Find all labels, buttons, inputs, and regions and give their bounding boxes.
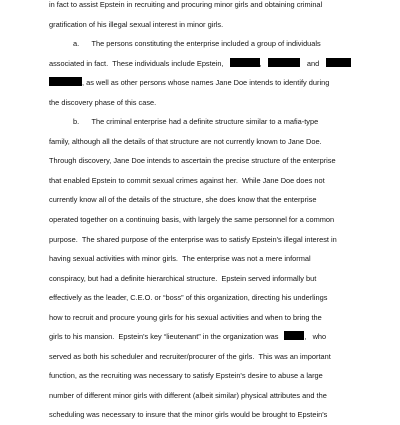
text-segment: ,: [259, 58, 262, 68]
text-line: how to recruit and procure young girls for his sexual activities and when to bring the: [49, 312, 322, 322]
redaction-block: [268, 58, 300, 67]
paragraph-a-start: a. The persons constituting the enterprise included a group of individuals: [73, 39, 321, 49]
text-line-with-redactions: [49, 327, 351, 347]
text-line: that enabled Epstein to commit sexual crimes against her. While Jane Doe does not: [49, 175, 325, 185]
text-line: having sexual activities with minor girls. The enterprise was not a mere informal: [49, 254, 311, 264]
text-segment: associated in fact. These individuals include Epstein,: [49, 58, 224, 68]
redaction-block: [230, 58, 260, 67]
text-line: scheduling was necessary to insure that the minor girls would be brought to Epstein's: [49, 410, 328, 420]
text-line: served as both his scheduler and recruiter/procurer of the girls. This was an important: [49, 351, 331, 361]
redaction-block: [326, 58, 351, 67]
text-line: in fact to assist Epstein in recruiting and procuring minor girls and obtaining criminal: [49, 0, 323, 9]
text-line: function, as the recruiting was necessary to satisfy Epstein's desire to abuse a large: [49, 371, 323, 381]
text-line: family, although all the details of that structure are not currently known to Jane Doe.: [49, 136, 322, 146]
text-line-with-redactions: [49, 54, 351, 74]
text-line: currently know all of the details of the structure, she does know that the enterprise: [49, 195, 317, 205]
text-line: number of different minor girls with different (albeit similar) physical attributes and the: [49, 390, 327, 400]
text-segment: girls to his mansion. Epstein's key “lieutenant” in the organization was: [49, 332, 279, 342]
text-line: conspiracy, but had a definite hierarchical structure. Epstein served informally but: [49, 273, 317, 283]
text-segment: ,: [82, 78, 85, 88]
text-segment: ,: [304, 332, 307, 342]
text-line: operated together on a continuing basis, with largely the same personnel for a common: [49, 215, 335, 225]
redaction-block: [49, 77, 85, 88]
paragraph-b-start: b. The criminal enterprise had a definite structure similar to a mafia-type: [73, 117, 319, 127]
text-line: effectively as the leader, C.E.O. or “boss” of this organization, directing his underlings: [49, 293, 328, 303]
text-segment: and: [306, 58, 320, 68]
text-segment: as well as other persons whose names Jane Doe intends to identify during: [86, 78, 330, 88]
text-line: purpose. The shared purpose of the enterprise was to satisfy Epstein's illegal interest in: [49, 234, 337, 244]
text-line: gratification of his illegal sexual interest in minor girls.: [49, 19, 224, 29]
text-line-with-redactions: [49, 73, 351, 93]
text-line: Through discovery, Jane Doe intends to ascertain the precise structure of the enterprise: [49, 156, 336, 166]
text-line: the discovery phase of this case.: [49, 97, 157, 107]
redaction-block: [284, 331, 307, 342]
text-segment: who: [312, 332, 327, 342]
document-body: [49, 0, 351, 425]
